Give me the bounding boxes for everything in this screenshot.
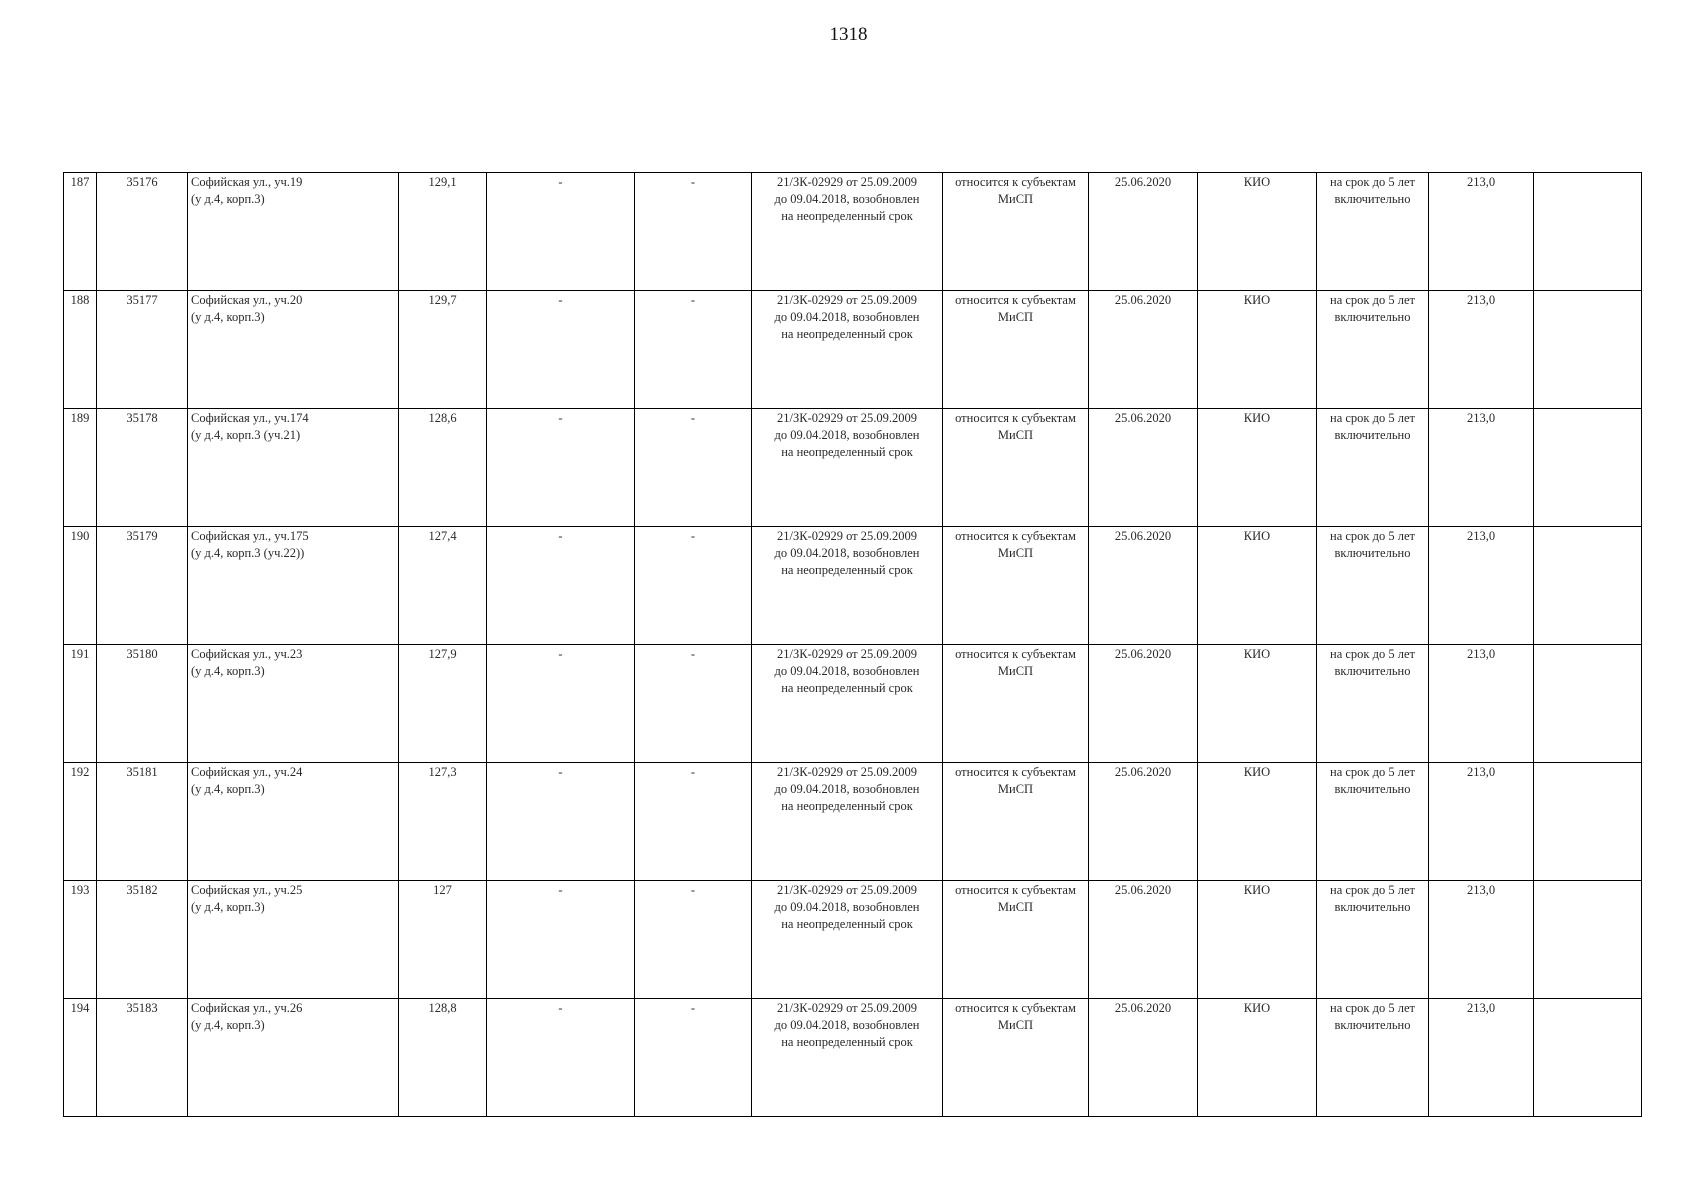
object-code-text: 35182: [126, 883, 158, 897]
date-cell: [1089, 291, 1198, 409]
category-text: МиСП: [997, 900, 1034, 914]
value-cell: [1429, 645, 1534, 763]
category-text: МиСП: [997, 428, 1034, 442]
object-code-cell: [97, 527, 188, 645]
date-cell: [1089, 999, 1198, 1117]
date-cell: [1089, 881, 1198, 999]
address-cell: [188, 409, 399, 527]
value-cell: [1429, 763, 1534, 881]
contract-text: на неопределенный срок: [781, 327, 913, 341]
area-cell: [399, 999, 487, 1117]
column-6-cell: [635, 527, 752, 645]
address-cell: [188, 173, 399, 291]
object-code-text: 35179: [126, 529, 158, 543]
address-text: (у д.4, корп.3): [191, 1018, 265, 1032]
term-cell: [1317, 409, 1429, 527]
value-cell: [1429, 291, 1534, 409]
category-cell: [943, 881, 1089, 999]
organization-cell: [1198, 291, 1317, 409]
address-cell: [188, 881, 399, 999]
table-row: [64, 763, 1642, 881]
organization-text: КИО: [1243, 765, 1271, 779]
contract-text: 21/ЗК-02929 от 25.09.2009: [776, 1001, 918, 1015]
contract-text: 21/ЗК-02929 от 25.09.2009: [776, 175, 918, 189]
contract-cell: [752, 527, 943, 645]
date-cell: [1089, 645, 1198, 763]
contract-text: до 09.04.2018, возобновлен: [774, 546, 920, 560]
contract-cell: [752, 763, 943, 881]
value-text: 213,0: [1466, 883, 1496, 897]
column-5-cell: [487, 999, 635, 1117]
object-code-text: 35178: [126, 411, 158, 425]
category-text: относится к субъектам: [955, 293, 1076, 307]
address-cell: [188, 999, 399, 1117]
contract-cell: [752, 291, 943, 409]
contract-cell: [752, 645, 943, 763]
row-number-text: 190: [70, 529, 90, 543]
row-number-cell: [64, 645, 97, 763]
term-text: включительно: [1334, 428, 1411, 442]
category-text: МиСП: [997, 192, 1034, 206]
address-cell: [188, 291, 399, 409]
contract-text: до 09.04.2018, возобновлен: [774, 428, 920, 442]
address-text: (у д.4, корп.3): [191, 310, 265, 324]
object-code-text: 35183: [126, 1001, 158, 1015]
value-text: 213,0: [1466, 175, 1496, 189]
object-code-text: 35176: [126, 175, 158, 189]
category-cell: [943, 527, 1089, 645]
category-cell: [943, 409, 1089, 527]
term-text: включительно: [1334, 546, 1411, 560]
date-cell: [1089, 173, 1198, 291]
contract-text: на неопределенный срок: [781, 445, 913, 459]
contract-text: на неопределенный срок: [781, 1035, 913, 1049]
table-row: [64, 645, 1642, 763]
category-text: относится к субъектам: [955, 765, 1076, 779]
term-cell: [1317, 291, 1429, 409]
address-cell: [188, 763, 399, 881]
contract-text: на неопределенный срок: [781, 799, 913, 813]
column-6-text: -: [690, 883, 696, 897]
register-table: [63, 172, 1642, 1117]
address-text: Софийская ул., уч.23: [191, 647, 303, 661]
column-5-text: -: [558, 175, 563, 189]
value-text: 213,0: [1466, 1001, 1496, 1015]
address-text: Софийская ул., уч.20: [191, 293, 303, 307]
value-cell: [1429, 527, 1534, 645]
organization-text: КИО: [1243, 293, 1271, 307]
object-code-cell: [97, 999, 188, 1117]
term-text: на срок до 5 лет: [1330, 175, 1415, 189]
object-code-cell: [97, 291, 188, 409]
term-cell: [1317, 763, 1429, 881]
term-text: включительно: [1334, 1018, 1411, 1032]
date-text: 25.06.2020: [1114, 175, 1172, 189]
column-5-text: -: [558, 411, 563, 425]
category-cell: [943, 173, 1089, 291]
area-text: 129,1: [428, 175, 457, 189]
column-6-text: -: [690, 411, 696, 425]
value-cell: [1429, 999, 1534, 1117]
value-cell: [1429, 409, 1534, 527]
object-code-text: 35181: [126, 765, 158, 779]
column-6-cell: [635, 999, 752, 1117]
contract-text: 21/ЗК-02929 от 25.09.2009: [776, 765, 918, 779]
row-number-text: 187: [70, 175, 90, 189]
organization-cell: [1198, 763, 1317, 881]
date-text: 25.06.2020: [1114, 1001, 1172, 1015]
category-text: МиСП: [997, 664, 1034, 678]
organization-text: КИО: [1243, 883, 1271, 897]
contract-cell: [752, 881, 943, 999]
organization-cell: [1198, 173, 1317, 291]
column-5-text: -: [558, 529, 563, 543]
address-text: (у д.4, корп.3): [191, 782, 265, 796]
term-text: на срок до 5 лет: [1330, 293, 1415, 307]
category-cell: [943, 763, 1089, 881]
category-text: относится к субъектам: [955, 883, 1076, 897]
column-5-cell: [487, 173, 635, 291]
term-text: на срок до 5 лет: [1330, 765, 1415, 779]
column-5-text: -: [558, 883, 563, 897]
area-text: 127,3: [428, 765, 457, 779]
area-cell: [399, 527, 487, 645]
term-text: на срок до 5 лет: [1330, 411, 1415, 425]
object-code-cell: [97, 763, 188, 881]
organization-cell: [1198, 999, 1317, 1117]
contract-text: до 09.04.2018, возобновлен: [774, 900, 920, 914]
column-5-cell: [487, 645, 635, 763]
category-text: относится к субъектам: [955, 411, 1076, 425]
term-text: включительно: [1334, 664, 1411, 678]
row-number-cell: [64, 881, 97, 999]
row-number-cell: [64, 409, 97, 527]
term-cell: [1317, 527, 1429, 645]
area-text: 127,4: [428, 529, 457, 543]
contract-text: 21/ЗК-02929 от 25.09.2009: [776, 883, 918, 897]
row-number-text: 191: [70, 647, 90, 661]
area-cell: [399, 409, 487, 527]
date-text: 25.06.2020: [1114, 411, 1172, 425]
value-text: 213,0: [1466, 647, 1496, 661]
column-5-text: -: [558, 293, 563, 307]
contract-text: до 09.04.2018, возобновлен: [774, 1018, 920, 1032]
date-text: 25.06.2020: [1114, 529, 1172, 543]
last-cell: [1534, 999, 1642, 1117]
contract-text: 21/ЗК-02929 от 25.09.2009: [776, 293, 918, 307]
term-text: на срок до 5 лет: [1330, 647, 1415, 661]
category-text: МиСП: [997, 1018, 1034, 1032]
address-text: (у д.4, корп.3): [191, 900, 265, 914]
organization-text: КИО: [1243, 647, 1271, 661]
category-cell: [943, 291, 1089, 409]
organization-text: КИО: [1243, 175, 1271, 189]
row-number-cell: [64, 291, 97, 409]
area-cell: [399, 291, 487, 409]
date-text: 25.06.2020: [1114, 293, 1172, 307]
column-6-text: -: [690, 647, 696, 661]
address-text: (у д.4, корп.3 (уч.21): [191, 428, 301, 442]
register-rows: [64, 173, 1642, 1117]
last-cell: [1534, 763, 1642, 881]
column-5-cell: [487, 527, 635, 645]
row-number-cell: [64, 527, 97, 645]
contract-text: до 09.04.2018, возобновлен: [774, 310, 920, 324]
value-text: 213,0: [1466, 529, 1496, 543]
term-text: включительно: [1334, 900, 1411, 914]
category-text: МиСП: [997, 310, 1034, 324]
value-cell: [1429, 881, 1534, 999]
date-cell: [1089, 527, 1198, 645]
page-number: 1318: [829, 24, 868, 45]
date-text: 25.06.2020: [1114, 883, 1172, 897]
term-text: включительно: [1334, 782, 1411, 796]
contract-text: на неопределенный срок: [781, 563, 913, 577]
table-row: [64, 409, 1642, 527]
last-cell: [1534, 527, 1642, 645]
last-cell: [1534, 291, 1642, 409]
date-cell: [1089, 409, 1198, 527]
area-text: 129,7: [428, 293, 457, 307]
address-text: Софийская ул., уч.26: [191, 1001, 303, 1015]
column-6-text: -: [690, 1001, 696, 1015]
term-cell: [1317, 999, 1429, 1117]
column-5-cell: [487, 881, 635, 999]
contract-text: до 09.04.2018, возобновлен: [774, 782, 920, 796]
term-text: включительно: [1334, 310, 1411, 324]
term-text: на срок до 5 лет: [1330, 883, 1415, 897]
category-cell: [943, 645, 1089, 763]
address-text: Софийская ул., уч.174: [191, 411, 309, 425]
column-6-cell: [635, 763, 752, 881]
column-6-cell: [635, 645, 752, 763]
row-number-text: 194: [70, 1001, 90, 1015]
category-text: относится к субъектам: [955, 529, 1076, 543]
category-text: относится к субъектам: [955, 647, 1076, 661]
area-cell: [399, 763, 487, 881]
address-text: (у д.4, корп.3): [191, 664, 265, 678]
organization-text: КИО: [1243, 411, 1271, 425]
column-5-cell: [487, 409, 635, 527]
contract-cell: [752, 999, 943, 1117]
column-6-text: -: [690, 293, 696, 307]
last-cell: [1534, 645, 1642, 763]
row-number-text: 188: [70, 293, 90, 307]
contract-text: 21/ЗК-02929 от 25.09.2009: [776, 647, 918, 661]
contract-text: до 09.04.2018, возобновлен: [774, 192, 920, 206]
column-6-text: -: [690, 175, 696, 189]
contract-text: до 09.04.2018, возобновлен: [774, 664, 920, 678]
table-row: [64, 881, 1642, 999]
address-cell: [188, 645, 399, 763]
column-5-text: -: [558, 647, 563, 661]
area-cell: [399, 173, 487, 291]
object-code-cell: [97, 173, 188, 291]
table-row: [64, 173, 1642, 291]
table-row: [64, 291, 1642, 409]
category-text: относится к субъектам: [955, 175, 1076, 189]
term-text: на срок до 5 лет: [1330, 1001, 1415, 1015]
address-text: (у д.4, корп.3 (уч.22)): [191, 546, 305, 560]
column-5-text: -: [558, 765, 563, 779]
contract-text: на неопределенный срок: [781, 917, 913, 931]
organization-cell: [1198, 527, 1317, 645]
row-number-text: 193: [70, 883, 90, 897]
term-cell: [1317, 645, 1429, 763]
area-text: 128,8: [428, 1001, 457, 1015]
date-cell: [1089, 763, 1198, 881]
object-code-cell: [97, 645, 188, 763]
address-text: Софийская ул., уч.19: [191, 175, 303, 189]
column-6-cell: [635, 173, 752, 291]
area-text: 128,6: [428, 411, 457, 425]
contract-text: на неопределенный срок: [781, 681, 913, 695]
row-number-cell: [64, 999, 97, 1117]
date-text: 25.06.2020: [1114, 647, 1172, 661]
term-text: включительно: [1334, 192, 1411, 206]
area-cell: [399, 881, 487, 999]
organization-text: КИО: [1243, 529, 1271, 543]
address-text: (у д.4, корп.3): [191, 192, 265, 206]
area-text: 127,9: [428, 647, 457, 661]
table-row: [64, 999, 1642, 1117]
column-5-cell: [487, 291, 635, 409]
organization-cell: [1198, 409, 1317, 527]
term-cell: [1317, 173, 1429, 291]
last-cell: [1534, 409, 1642, 527]
category-text: МиСП: [997, 782, 1034, 796]
value-cell: [1429, 173, 1534, 291]
organization-cell: [1198, 645, 1317, 763]
row-number-text: 189: [70, 411, 90, 425]
object-code-cell: [97, 409, 188, 527]
last-cell: [1534, 881, 1642, 999]
term-text: на срок до 5 лет: [1330, 529, 1415, 543]
object-code-text: 35180: [126, 647, 158, 661]
value-text: 213,0: [1466, 411, 1496, 425]
area-text: 127: [433, 883, 452, 897]
area-cell: [399, 645, 487, 763]
category-text: относится к субъектам: [955, 1001, 1076, 1015]
contract-cell: [752, 173, 943, 291]
row-number-text: 192: [70, 765, 90, 779]
value-text: 213,0: [1466, 765, 1496, 779]
address-cell: [188, 527, 399, 645]
contract-cell: [752, 409, 943, 527]
object-code-text: 35177: [126, 293, 158, 307]
category-text: МиСП: [997, 546, 1034, 560]
term-cell: [1317, 881, 1429, 999]
organization-cell: [1198, 881, 1317, 999]
date-text: 25.06.2020: [1114, 765, 1172, 779]
column-6-text: -: [690, 765, 696, 779]
category-cell: [943, 999, 1089, 1117]
object-code-cell: [97, 881, 188, 999]
contract-text: 21/ЗК-02929 от 25.09.2009: [776, 529, 918, 543]
column-5-cell: [487, 763, 635, 881]
value-text: 213,0: [1466, 293, 1496, 307]
row-number-cell: [64, 763, 97, 881]
contract-text: 21/ЗК-02929 от 25.09.2009: [776, 411, 918, 425]
organization-text: КИО: [1243, 1001, 1271, 1015]
column-6-cell: [635, 409, 752, 527]
table-row: [64, 527, 1642, 645]
address-text: Софийская ул., уч.24: [191, 765, 303, 779]
address-text: Софийская ул., уч.25: [191, 883, 303, 897]
column-5-text: -: [558, 1001, 563, 1015]
column-6-cell: [635, 881, 752, 999]
contract-text: на неопределенный срок: [781, 209, 913, 223]
column-6-cell: [635, 291, 752, 409]
address-text: Софийская ул., уч.175: [191, 529, 309, 543]
row-number-cell: [64, 173, 97, 291]
column-6-text: -: [690, 529, 696, 543]
last-cell: [1534, 173, 1642, 291]
